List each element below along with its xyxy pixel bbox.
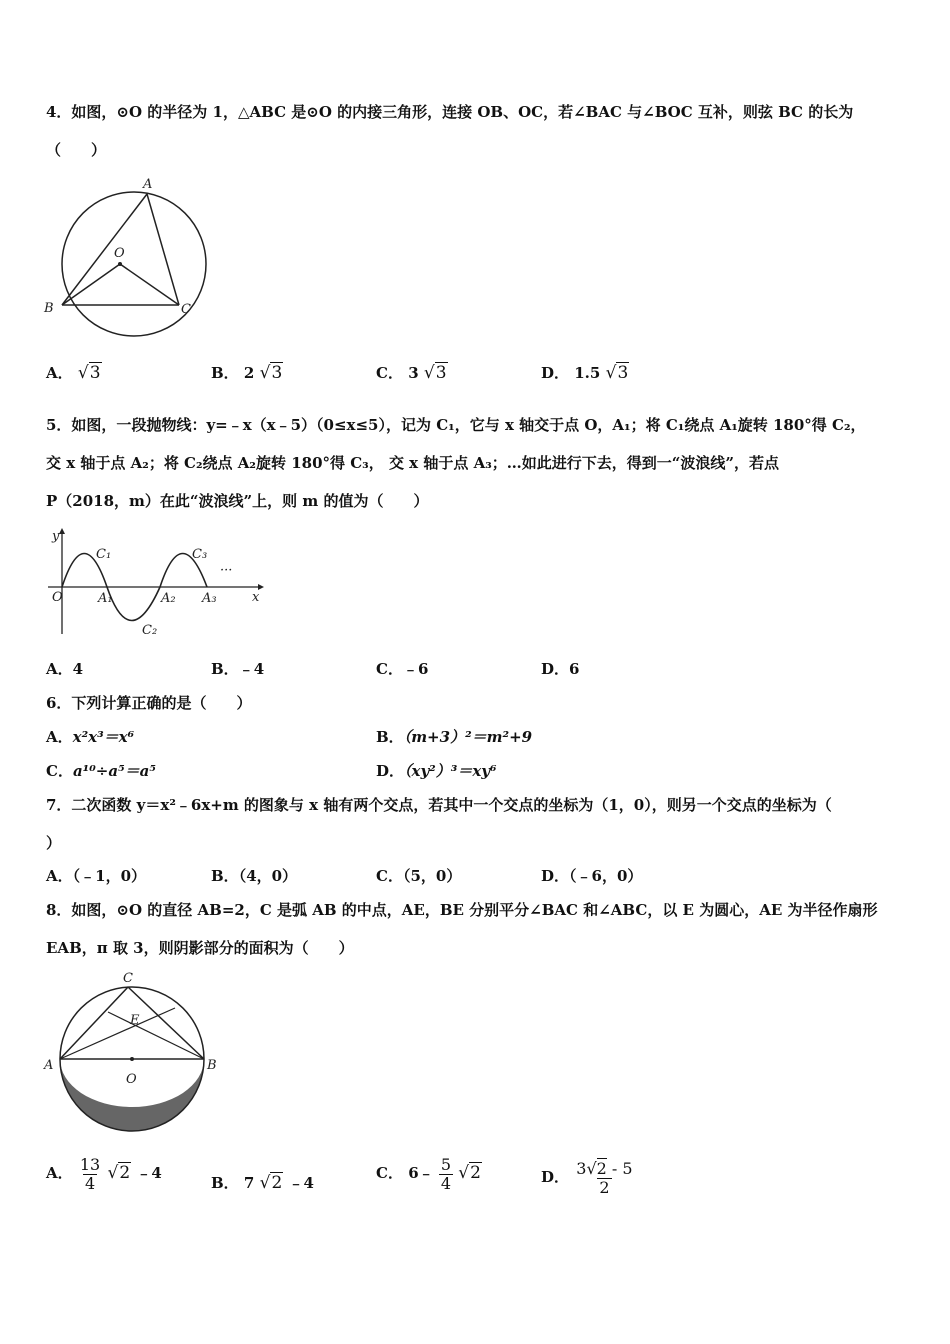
q5-stem-line3: P（2018，m）在此“波浪线”上，则 m 的值为（ ） bbox=[46, 492, 429, 510]
q8-option-c-rad: 2 bbox=[470, 1163, 481, 1184]
q4-option-b-rad: 3 bbox=[271, 363, 283, 383]
q8-option-b-tail: ﹣4 bbox=[288, 1174, 314, 1192]
q8-option-b-rad: 2 bbox=[271, 1173, 283, 1193]
q6-option-d-text: （xy²）³＝xy⁶ bbox=[404, 762, 497, 780]
q6-option-c-label: C． bbox=[46, 762, 73, 780]
q8-label-a: A bbox=[44, 1058, 54, 1073]
q5-label-a1: A₁ bbox=[98, 591, 113, 606]
q8-center-dot bbox=[130, 1057, 134, 1061]
q8-option-d-den: 2 bbox=[599, 1177, 610, 1197]
q4-label-o: O bbox=[114, 246, 125, 261]
q8-stem-line2: EAB，π 取 3，则阴影部分的面积为（ ） bbox=[46, 939, 354, 957]
q8-label-e: E bbox=[130, 1013, 140, 1028]
q4-option-b[interactable] bbox=[211, 362, 283, 383]
q8-option-c-fraction bbox=[439, 1156, 453, 1192]
q4-option-b-value: √3 bbox=[259, 363, 283, 383]
q5-option-b-label: B． bbox=[211, 660, 239, 678]
q4-stem-line2: （ ） bbox=[46, 141, 107, 159]
q8-option-d[interactable] bbox=[541, 1160, 635, 1196]
q8-option-c-head: 6﹣ bbox=[408, 1164, 434, 1183]
q4-label-a: A bbox=[143, 177, 153, 192]
q8-option-b-sqrt: √2 bbox=[259, 1173, 283, 1193]
q5-option-b-text: ﹣4 bbox=[238, 660, 265, 678]
q7-option-c[interactable] bbox=[376, 865, 461, 886]
q4-segment-oc bbox=[120, 264, 179, 305]
q5-option-a-text: 4 bbox=[72, 660, 84, 678]
q7-option-c-label: C． bbox=[376, 867, 403, 885]
q5-stem-line2: 交 x 轴于点 A₂；将 C₂绕点 A₂旋转 180°得 C₃， 交 x 轴于点 A₃；…如此进行下去，得到一“波浪线”，若点 bbox=[46, 454, 780, 472]
q5-option-c[interactable] bbox=[376, 658, 428, 679]
q7-option-a-text: （﹣1，0） bbox=[72, 867, 147, 885]
q4-option-a-value: √3 bbox=[77, 363, 101, 383]
q8-option-a-fraction bbox=[78, 1156, 102, 1192]
q5-wave-figure bbox=[40, 524, 270, 642]
q8-option-d-num-rad: 2 bbox=[596, 1159, 607, 1178]
q8-option-c[interactable] bbox=[376, 1156, 482, 1192]
q8-option-c-den: 4 bbox=[440, 1173, 452, 1193]
q7-option-d[interactable] bbox=[541, 865, 642, 886]
q7-stem-line1: 7．二次函数 y＝x²﹣6x+m 的图象与 x 轴有两个交点，若其中一个交点的坐标为（1，0），则另一个交点的坐标为（ bbox=[46, 796, 832, 814]
q4-chord-ab bbox=[62, 194, 147, 305]
q8-label-c: C bbox=[123, 971, 133, 986]
q7-stem-line2: ） bbox=[46, 834, 62, 852]
q4-label-c: C bbox=[181, 302, 191, 317]
q8-sector-figure bbox=[40, 968, 230, 1140]
q4-option-b-label: B． bbox=[211, 364, 239, 382]
q5-option-c-label: C． bbox=[376, 660, 403, 678]
q8-option-a-sqrt: √2 bbox=[107, 1163, 131, 1184]
q7-option-b-text: （4，0） bbox=[238, 867, 298, 885]
q8-stem-line1: 8．如图，⊙O 的直径 AB=2，C 是弧 AB 的中点，AE，BE 分别平分∠BAC 和∠ABC，以 E 为圆心，AE 为半径作扇形 bbox=[46, 901, 878, 919]
q4-option-c-label: C． bbox=[376, 364, 403, 382]
q8-option-a-rad: 2 bbox=[119, 1163, 131, 1184]
q5-label-c1: C₁ bbox=[96, 547, 112, 562]
q4-option-b-coef: 2 bbox=[243, 364, 255, 382]
q4-option-a-rad: 3 bbox=[89, 363, 101, 383]
q8-label-b: B bbox=[207, 1058, 217, 1073]
q6-option-d[interactable] bbox=[376, 760, 497, 781]
q6-option-a[interactable] bbox=[46, 726, 134, 747]
q8-option-a-den: 4 bbox=[84, 1173, 96, 1193]
q8-option-c-label: C． bbox=[376, 1164, 403, 1183]
q8-option-d-label: D． bbox=[541, 1168, 570, 1187]
q4-option-c-rad: 3 bbox=[435, 363, 447, 383]
q7-option-c-text: （5，0） bbox=[402, 867, 462, 885]
q4-option-c[interactable] bbox=[376, 362, 448, 383]
q4-circle-figure bbox=[40, 176, 230, 346]
q7-option-b-label: B． bbox=[211, 867, 239, 885]
q4-label-b: B bbox=[44, 301, 54, 316]
q5-option-d-text: 6 bbox=[569, 660, 580, 678]
q7-option-d-text: （﹣6，0） bbox=[569, 867, 643, 885]
q8-option-b-label: B． bbox=[211, 1174, 239, 1192]
q5-option-d-label: D． bbox=[541, 660, 570, 678]
q4-stem-line1: 4．如图，⊙O 的半径为 1，△ABC 是⊙O 的内接三角形，连接 OB、OC，若∠BAC 与∠BOC 互补，则弦 BC 的长为 bbox=[46, 103, 854, 121]
q7-option-a[interactable] bbox=[46, 865, 146, 886]
q6-stem: 6．下列计算正确的是（ ） bbox=[46, 694, 252, 712]
q5-label-x: x bbox=[252, 590, 260, 605]
q7-option-b[interactable] bbox=[211, 865, 297, 886]
q8-bisector-be bbox=[108, 1012, 204, 1059]
q4-center-dot bbox=[118, 262, 122, 266]
q8-label-o: O bbox=[126, 1072, 137, 1087]
q8-option-b[interactable] bbox=[211, 1172, 314, 1193]
q6-option-b[interactable] bbox=[376, 726, 532, 747]
q8-option-a[interactable] bbox=[46, 1156, 162, 1192]
q4-option-a-label: A． bbox=[46, 364, 73, 382]
q5-label-c3: C₃ bbox=[192, 547, 208, 562]
q5-label-o: O bbox=[52, 590, 63, 605]
q8-option-c-num: 5 bbox=[440, 1155, 452, 1174]
q8-option-a-num: 13 bbox=[79, 1155, 101, 1174]
q8-option-a-tail: ﹣4 bbox=[136, 1164, 162, 1183]
q8-option-b-coef: 7 bbox=[243, 1174, 255, 1192]
q5-option-b[interactable] bbox=[211, 658, 264, 679]
q5-option-c-text: ﹣6 bbox=[402, 660, 429, 678]
q5-label-dots: ··· bbox=[220, 563, 233, 578]
q6-option-c-text: a¹⁰÷a⁵＝a⁵ bbox=[72, 762, 156, 780]
q5-option-d[interactable] bbox=[541, 658, 579, 679]
q8-option-c-sqrt: √2 bbox=[458, 1163, 481, 1184]
q4-option-d-label: D． bbox=[541, 364, 570, 382]
q6-option-b-label: B． bbox=[376, 728, 404, 746]
q5-option-a[interactable] bbox=[46, 658, 83, 679]
q8-bisector-ae bbox=[60, 1008, 175, 1059]
q8-option-a-label: A． bbox=[46, 1164, 73, 1183]
q7-option-a-label: A． bbox=[46, 867, 73, 885]
q4-option-d-coef: 1.5 bbox=[574, 364, 601, 382]
q5-y-arrow bbox=[59, 528, 65, 534]
q6-option-c[interactable] bbox=[46, 760, 156, 781]
q7-option-d-label: D． bbox=[541, 867, 570, 885]
q8-option-d-fraction bbox=[574, 1160, 634, 1196]
q6-option-a-label: A． bbox=[46, 728, 73, 746]
q6-option-a-text: x²x³＝x⁶ bbox=[72, 728, 135, 746]
q8-option-d-num-coef: 3 bbox=[576, 1159, 587, 1178]
q4-option-c-value: √3 bbox=[423, 363, 447, 383]
q5-label-c2: C₂ bbox=[142, 623, 158, 638]
q4-option-c-coef: 3 bbox=[408, 364, 419, 382]
q4-option-d-rad: 3 bbox=[617, 363, 629, 383]
q8-shaded-region bbox=[60, 1059, 204, 1131]
q4-chord-ac bbox=[147, 194, 179, 305]
q4-segment-ob bbox=[62, 264, 120, 305]
q8-option-d-num-tail: - 5 bbox=[611, 1159, 633, 1178]
q5-label-a3: A₃ bbox=[202, 591, 217, 606]
q8-option-d-num: 3√2 - 5 bbox=[576, 1159, 633, 1178]
q5-label-y: y bbox=[52, 529, 60, 544]
q6-option-d-label: D． bbox=[376, 762, 405, 780]
q4-option-a[interactable] bbox=[46, 362, 102, 383]
q5-label-a2: A₂ bbox=[161, 591, 176, 606]
q6-option-b-text: （m+3）²＝m²+9 bbox=[403, 728, 533, 746]
q5-option-a-label: A． bbox=[46, 660, 73, 678]
q4-option-d[interactable] bbox=[541, 362, 629, 383]
q4-option-d-value: √3 bbox=[605, 363, 629, 383]
q5-stem-line1: 5．如图，一段抛物线：y=﹣x（x﹣5）（0≤x≤5），记为 C₁，它与 x 轴交于点 O，A₁；将 C₁绕点 A₁旋转 180°得 C₂， bbox=[46, 416, 866, 434]
